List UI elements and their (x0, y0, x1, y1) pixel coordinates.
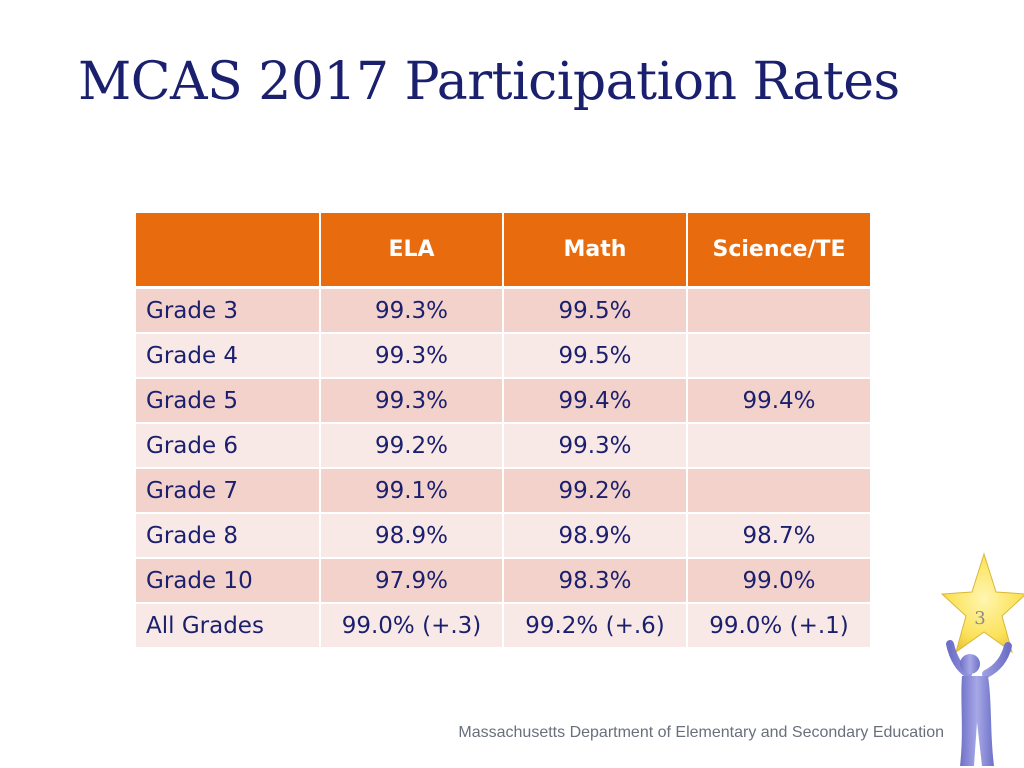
math-cell: 99.5% (503, 333, 687, 378)
star-holding-figure-icon (922, 552, 1024, 768)
row-label: Grade 7 (136, 468, 320, 513)
row-label: Grade 6 (136, 423, 320, 468)
ela-cell: 97.9% (320, 558, 503, 603)
header-ela: ELA (320, 213, 503, 288)
science-cell: 98.7% (687, 513, 870, 558)
ela-cell: 99.3% (320, 288, 503, 334)
math-cell: 99.5% (503, 288, 687, 334)
row-label: Grade 10 (136, 558, 320, 603)
science-cell (687, 333, 870, 378)
math-cell: 98.3% (503, 558, 687, 603)
ela-cell: 99.3% (320, 333, 503, 378)
row-label: Grade 8 (136, 513, 320, 558)
ela-cell: 98.9% (320, 513, 503, 558)
table-row (136, 288, 870, 334)
row-label: All Grades (136, 603, 320, 647)
table-row (136, 558, 870, 603)
math-cell: 99.2% (503, 468, 687, 513)
table-row (136, 468, 870, 513)
table-row (136, 603, 870, 647)
science-cell: 99.4% (687, 378, 870, 423)
table-row (136, 423, 870, 468)
row-label: Grade 4 (136, 333, 320, 378)
science-cell: 99.0% (+.1) (687, 603, 870, 647)
figure-body (960, 676, 994, 766)
slide-title: MCAS 2017 Participation Rates (78, 52, 900, 112)
star-shape (942, 554, 1024, 652)
page-number: 3 (974, 608, 986, 629)
header-science: Science/TE (687, 213, 870, 288)
math-cell: 99.3% (503, 423, 687, 468)
table-row (136, 378, 870, 423)
footer-org-name: Massachusetts Department of Elementary and Secondary Education (458, 724, 944, 741)
math-cell: 99.2% (+.6) (503, 603, 687, 647)
table-row (136, 333, 870, 378)
row-label: Grade 3 (136, 288, 320, 334)
ela-cell: 99.3% (320, 378, 503, 423)
ela-cell: 99.2% (320, 423, 503, 468)
science-cell (687, 468, 870, 513)
science-cell: 99.0% (687, 558, 870, 603)
header-corner (136, 213, 320, 288)
science-cell (687, 288, 870, 334)
ela-cell: 99.0% (+.3) (320, 603, 503, 647)
math-cell: 99.4% (503, 378, 687, 423)
ela-cell: 99.1% (320, 468, 503, 513)
table-row (136, 513, 870, 558)
figure-head (960, 654, 980, 674)
participation-table (136, 213, 870, 647)
math-cell: 98.9% (503, 513, 687, 558)
row-label: Grade 5 (136, 378, 320, 423)
table-header-row (136, 213, 870, 288)
science-cell (687, 423, 870, 468)
header-math: Math (503, 213, 687, 288)
